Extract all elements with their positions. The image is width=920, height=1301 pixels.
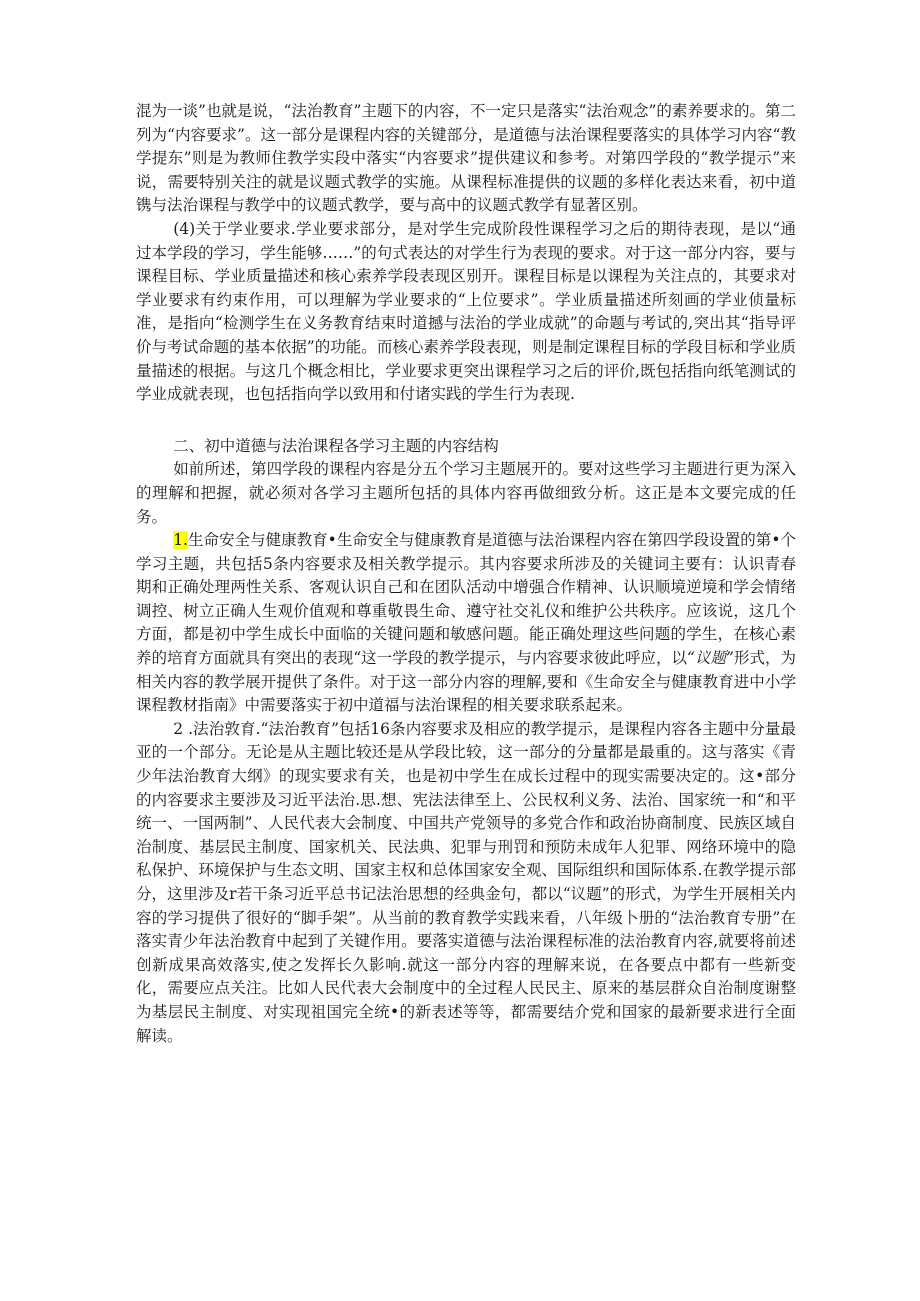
paragraph-life-safety-text-b: 形式，为相关内容的教学展开提供了条件。对于这一部分内容的理解,要和《生命安全与健康教育进中小学课程教材指南》中需要落实于初中道福与法治课程的相关要求联系起来。: [136, 649, 796, 715]
paragraph-academic-requirements: (4)关于学业要求.学业要求部分，是对学生完成阶段性课程学习之后的期待表现，是以“通过本学段的学习，学生能够……”的句式表达的对学生行为表现的要求。对于这一部分内容，要与课程目标、学业质量描述和核心索养学段表现区别开。课程目标是以课程为关注点的，其要求对学业要求有约束作用，可以理解为学业要求的“上位要求”。学业质量描述所刻画的学业侦量标准，是指向“检测学生在义务教育结束时道撼与法治的学业成就”的命题与考试的,突出其“指导评价与考试命题的基本依据”的功能。而核心素养学段表现，则是制定课程目标的学段目标和学业质量描述的根据。与这几个概念相比，学业要求更突出课程学习之后的评价,既包括指向纸笔测试的学业成就表现，也包括指向学以致用和付诸实践的学生行为表现.: [136, 219, 796, 404]
paragraph-life-safety: [136, 529, 796, 718]
paragraph-life-safety-text-a: 生命安全与健康教育•生命安全与健康教育是道德与法治课程内容在第四学段设置的第•个学习主题，共包括5条内容要求及相关教学提示。其内容要求所涉及的关键词主要有：认识青春期和正确处理两性关系、客观认识自己和在团队活动中增强合作精神、认识顺境逆境和学会情绪调控、树立正确人生观价值观和尊重敬畏生命、遵守社交礼仪和维护公共秩序。应该说，这几个方面，都是初中学生成长中面临的关键问题和敏感问题。能正确处理这些问题的学生，在核心素养的培育方面就具有突出的表现“这一学段的教学提示，与内容要求彼此呼应，以: [136, 531, 796, 668]
section-heading: 二、初中道德与法治课程各学习主题的内容结构: [173, 436, 499, 455]
paragraph-continuation: 混为一谈”也就是说，“法治教育”主题下的内容，不一定只是落实“法治观念”的素养要求的。第二列为“内容要求”。这一部分是课程内容的关键部分，是道德与法治课程要落实的具体学习内容“教学提东”则是为教师住教学实段中落实“内容要求”提供建议和参考。对第四学段的“教学提示”来说，需要特别关注的就是议题式教学的实施。从课程标准提供的议题的多样化表达来看，初中道镌与法治课程与教学中的议题式教学，要与高中的议题式教学有显著区别。: [136, 102, 796, 215]
paragraph-intro: 如前所述，第四学段的课程内容是分五个学习主题展开的。要对这些学习主题进行更为深入的理解和把握，就必须对各学习主题所包括的具体内容再做细致分析。这正是本文要完成的任务。: [136, 460, 796, 526]
highlighted-number: 1.: [173, 531, 188, 550]
issue-term: “议题”: [687, 649, 734, 668]
document-body: [136, 100, 796, 1048]
paragraph-rule-of-law: 2 .法治敦育.“法治教育”包括16条内容要求及相应的教学提示，是课程内容各主题中分量最亚的一个部分。无论是从主题比较还是从学段比较，这一部分的分量都是最重的。这与落实《青少年法治教育大纲》的现实要求有关，也是初中学生在成长过程中的现实需要决定的。这•部分的内容要求主要涉及习近平法治.思.想、宪法法律至上、公民权利义务、法治、国家统一和“和平统一、一国两制”、人民代表大会制度、中国共产党领导的多党合作和政治协商制度、民族区域自治制度、基层民主制度、国家机关、民法典、犯罪与刑罚和预防未成年人犯罪、网络环境中的隐私保护、环境保护与生态文明、国家主权和总体国家安全观、国际组织和国际体系.在教学提示部分，这里涉及r若干条习近平总书记法治思想的经典金句，都以“议题”的形式，为学生开展相关内容的学习提供了很好的“脚手架”。从当前的教育教学实践来看，八年级卜册的“法治教育专册”在落实青少年法治教育中起到了关键作用。要落实道德与法治课程标准的法治教育内容,就要将前述创新成果高效落实,使之发挥长久影响.就这一部分内容的理解来说，在各要点中都有一些新变化，需要应点关注。比如人民代表大会制度中的全过程人民民主、原来的基层群众自治制度谢整为基层民主制度、对实现祖国完全统•的新表述等等，都需要结介党和国家的最新要求进行全面解读。: [136, 719, 796, 1045]
